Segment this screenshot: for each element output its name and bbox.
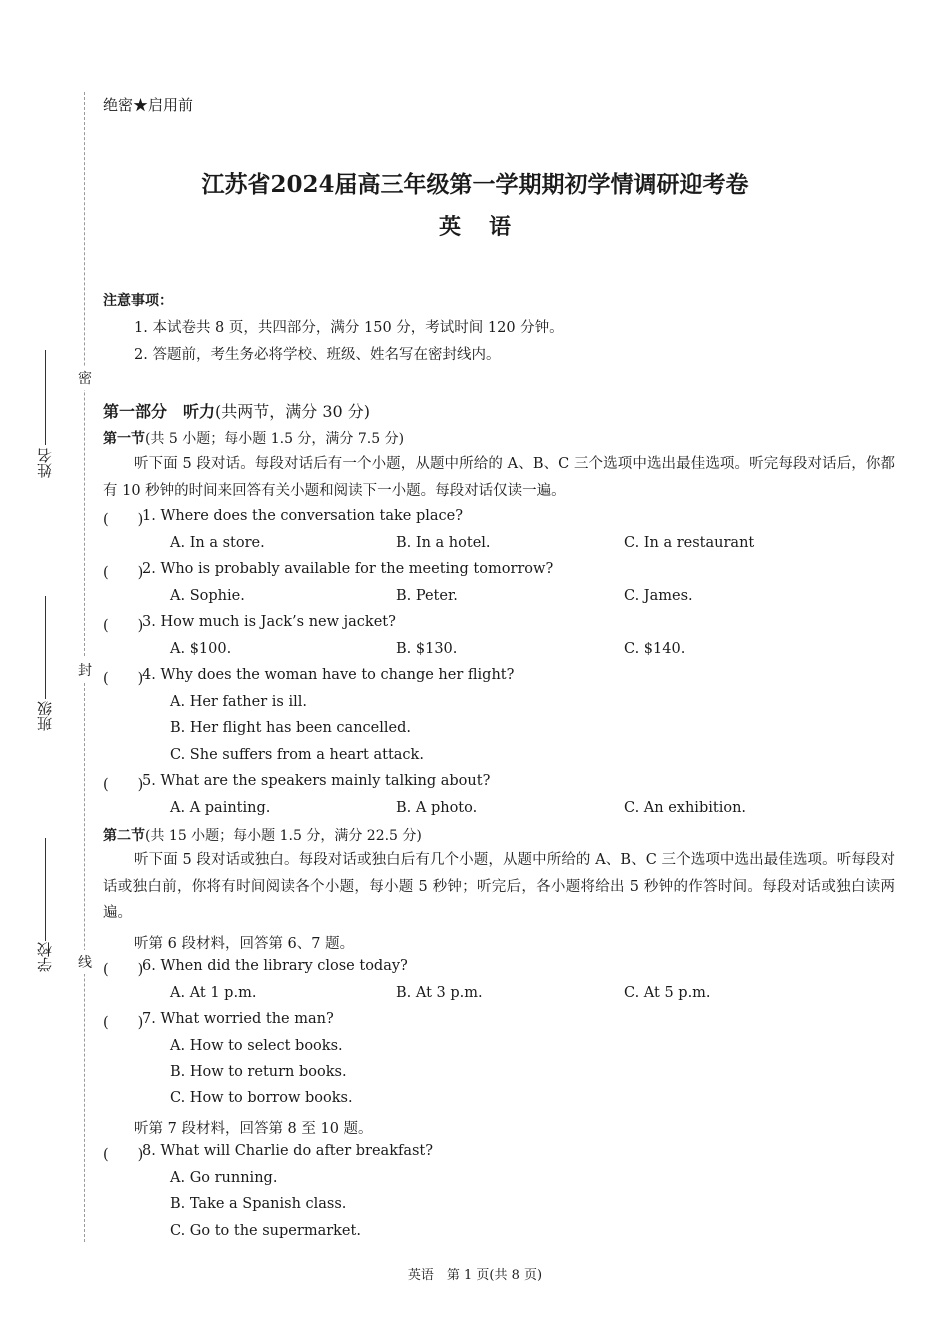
option-a: A. $100. (170, 641, 232, 657)
option-a: A. At 1 p.m. (170, 985, 257, 1001)
seal-char-feng: 封 (78, 658, 92, 682)
class-field-label: 班级 (36, 701, 54, 731)
question-text: 3. How much is Jack’s new jacket? (142, 614, 396, 630)
option-c: C. At 5 p.m. (624, 985, 711, 1001)
material-7-note: 听第 7 段材料，回答第 8 至 10 题。 (134, 1121, 373, 1137)
option-a: A. Go running. (170, 1170, 278, 1186)
option-b: B. A photo. (396, 800, 478, 816)
section1-title: 第一节 (103, 431, 145, 447)
answer-blank[interactable]: ( ) (103, 777, 144, 793)
material-6-note: 听第 6 段材料，回答第 6、7 题。 (134, 936, 355, 952)
option-c: C. An exhibition. (624, 800, 747, 816)
part1-title: 第一部分 听力 (103, 402, 216, 421)
section2-instructions: 听下面 5 段对话或独白。每段对话或独白后有几个小题，从题中所给的 A、B、C 三个选项中选出最佳选项。听每段对话或独白前，你将有时间阅读各个小题，每小题 5 秒钟；听完后，各小题将给出 5 秒钟的作答时间。每段对话或独白读两遍。 (103, 852, 895, 921)
question-text: 7. What worried the man? (142, 1011, 334, 1027)
question-text: 8. What will Charlie do after breakfast? (142, 1143, 434, 1159)
exam-title: 江苏省2024届高三年级第一学期期初学情调研迎考卷 (201, 171, 749, 198)
school-field-label: 学校 (36, 942, 54, 972)
question-text: 1. Where does the conversation take place? (142, 508, 463, 524)
option-b: B. Peter. (396, 588, 458, 604)
option-c: C. Go to the supermarket. (170, 1223, 361, 1239)
section2-heading (103, 825, 422, 845)
answer-blank[interactable]: ( ) (103, 618, 144, 634)
option-c: C. She suffers from a heart attack. (170, 747, 424, 763)
class-field-line[interactable] (45, 596, 46, 699)
option-b: B. In a hotel. (396, 535, 491, 551)
option-a: A. A painting. (170, 800, 271, 816)
option-c: C. James. (624, 588, 693, 604)
section1-instructions: 听下面 5 段对话。每段对话后有一个小题，从题中所给的 A、B、C 三个选项中选出最佳选项。听完每段对话后，你都有 10 秒钟的时间来回答有关小题和阅读下一小题。每段对话仅读一遍。 (103, 456, 895, 499)
option-b: B. How to return books. (170, 1064, 347, 1080)
option-c: C. $140. (624, 641, 686, 657)
option-b: B. Her flight has been cancelled. (170, 720, 411, 736)
answer-blank[interactable]: ( ) (103, 671, 144, 687)
answer-blank[interactable]: ( ) (103, 1147, 144, 1163)
confidential-mark: 绝密★启用前 (103, 96, 194, 114)
notice-item: 2. 答题前，考生务必将学校、班级、姓名写在密封线内。 (134, 347, 501, 363)
option-b: B. At 3 p.m. (396, 985, 483, 1001)
option-b: B. $130. (396, 641, 458, 657)
part1-note: (共两节，满分 30 分) (215, 402, 371, 421)
option-b: B. Take a Spanish class. (170, 1196, 347, 1212)
answer-blank[interactable]: ( ) (103, 565, 144, 581)
page-footer: 英语 第 1 页(共 8 页) (407, 1268, 543, 1283)
name-field-label: 姓名 (36, 448, 54, 478)
question-text: 2. Who is probably available for the meeting tomorrow? (142, 561, 554, 577)
section2-title: 第二节 (103, 828, 145, 844)
answer-blank[interactable]: ( ) (103, 512, 144, 528)
school-field-line[interactable] (45, 838, 46, 941)
name-field-line[interactable] (45, 350, 46, 445)
option-c: C. How to borrow books. (170, 1090, 353, 1106)
answer-blank[interactable]: ( ) (103, 962, 144, 978)
option-a: A. Sophie. (170, 588, 245, 604)
question-text: 6. When did the library close today? (142, 958, 408, 974)
notice-item: 1. 本试卷共 8 页，共四部分，满分 150 分，考试时间 120 分钟。 (134, 320, 564, 336)
option-a: A. Her father is ill. (170, 694, 307, 710)
section2-note: (共 15 小题；每小题 1.5 分，满分 22.5 分) (145, 828, 422, 844)
notice-heading: 注意事项： (103, 293, 173, 309)
seal-char-mi: 密 (78, 366, 92, 390)
section1-note: (共 5 小题；每小题 1.5 分，满分 7.5 分) (145, 431, 405, 447)
part1-heading (103, 399, 370, 422)
option-a: A. In a store. (170, 535, 265, 551)
option-a: A. How to select books. (170, 1038, 343, 1054)
question-text: 5. What are the speakers mainly talking about? (142, 773, 491, 789)
answer-blank[interactable]: ( ) (103, 1015, 144, 1031)
section1-heading (103, 428, 404, 448)
seal-char-xian: 线 (78, 950, 92, 974)
option-c: C. In a restaurant (624, 535, 755, 551)
question-text: 4. Why does the woman have to change her flight? (142, 667, 515, 683)
subject-title: 英语 (438, 214, 539, 240)
